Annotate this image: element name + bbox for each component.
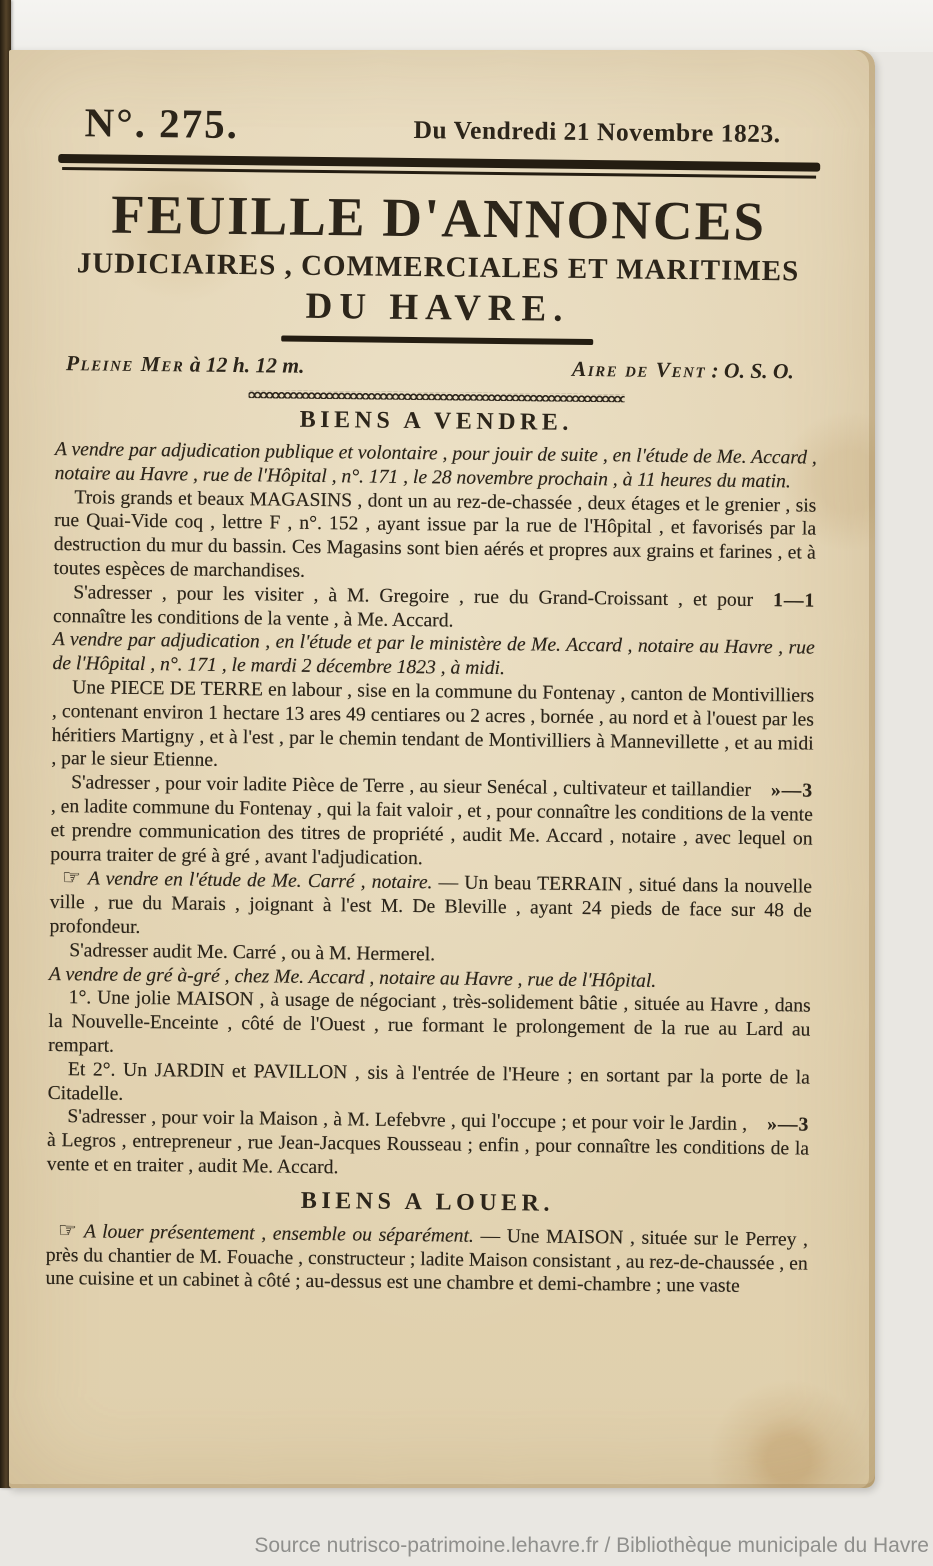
source-attribution: Source nutrisco-patrimoine.lehavre.fr / Bibliothèque municipale du Havre	[254, 1534, 929, 1557]
paragraph-text: S'adresser , pour les visiter , à M. Gregoire , rue du Grand-Croissant , et pour connaître les conditions de la vente , à Me. Accard.	[52, 581, 754, 632]
masthead-place: DU HAVRE.	[305, 285, 570, 330]
wavy-ornament-rule	[249, 390, 625, 402]
ad-paragraph	[53, 581, 815, 637]
ad-paragraph	[55, 438, 817, 494]
issue-header	[58, 92, 821, 155]
header-rule	[58, 154, 820, 179]
ad-paragraph	[53, 486, 816, 590]
paragraph-lead-italic: A louer présentement , ensemble ou séparément.	[83, 1221, 474, 1247]
tide-value: à 12 h. 12 m.	[189, 352, 305, 378]
ad-paragraph	[48, 1058, 810, 1114]
manicule-icon: ☞	[57, 1217, 78, 1242]
paragraph-text: 1°. Une jolie MAISON , à usage de négociant , très-solidement bâtie , située au Havre , dans la Nouvelle-Enceinte , côté de l'Ouest , rue formant le prolongement de la rue au Lard au rempart.	[48, 987, 811, 1057]
ad-paragraph	[51, 676, 814, 780]
paragraph-text: S'adresser , pour voir ladite Pièce de Terre , au sieur Senécal , cultivateur et taillandier , en ladite commune du Fontenay , qui la fait valoir , et , pour connaître les conditions de la vente et prendre communication des titres de propriété , audit Me. Accard , notaire , avec lequel on pourra traiter de gré à gré , avant l'adjudication.	[50, 772, 813, 869]
newspaper-page	[9, 50, 875, 1488]
issue-number: N°. 275.	[84, 99, 240, 148]
wind-info	[572, 357, 794, 385]
printed-area	[45, 92, 821, 1300]
ad-paragraph	[47, 1105, 810, 1185]
paragraph-text: A vendre par adjudication publique et volontaire , pour jouir de suite , en l'étude de Me. Accard , notaire au Havre , rue de l'Hôpital , n°. 171 , le 28 novembre prochain , à 11 heures du matin.	[54, 438, 818, 493]
ad-paragraph	[45, 1219, 808, 1300]
manicule-icon: ☞	[61, 865, 82, 890]
section-heading: BIENS A VENDRE.	[299, 406, 573, 436]
paragraph-text: A vendre de gré à-gré , chez Me. Accard , notaire au Havre , rue de l'Hôpital.	[48, 963, 657, 992]
ad-paragraph	[48, 986, 811, 1066]
section-heading: BIENS A LOUER.	[300, 1187, 555, 1217]
ad-paragraph	[52, 628, 814, 684]
paragraph-text: Trois grands et beaux MAGASINS , dont un au rez-de-chassée , deux étages et le grenier , sis rue Quai-Vide coq , lettre F , n°. 152 , ayant issue par la rue de l'Hôpital , et favorisés par la destruction du mur du bassin. Ces Magasins sont bien aérés et propres aux grains et farines , et à toutes espèces de marchandises.	[53, 486, 817, 582]
ads-body	[45, 404, 817, 1300]
ad-paragraph	[49, 866, 812, 947]
conditions-row	[56, 351, 818, 385]
ad-paragraph	[50, 771, 813, 875]
paragraph-text: S'adresser , pour voir la Maison , à M. Lefebvre , qui l'occupe ; et pour voir le Jardin , à Legros , entrepreneur , rue Jean-Jacques Rousseau ; enfin , pour connaître les conditions de la vente et en traiter , audit Me. Accard.	[46, 1106, 810, 1179]
paragraph-text: A vendre par adjudication , en l'étude et par le ministère de Me. Accard , notaire au Havre , rue de l'Hôpital , n°. 171 , le mardi 2 décembre 1823 , à midi.	[52, 629, 815, 680]
paragraph-text: Une PIECE DE TERRE en labour , sise en la commune du Fontenay , canton de Montivilliers , contenant environ 1 hectare 13 ares 49 centiares ou 2 acres , bornée , au nord et à l'ouest par les héritiers Martigny , et à l'est , par le chemin tendant de Montivilliers à Mannevillette , et au midi , par le sieur Etienne.	[51, 677, 815, 772]
insertion-count-mark: »—3	[770, 780, 814, 802]
masthead-subtitle: JUDICIAIRES , COMMERCIALES ET MARITIMES	[76, 247, 800, 288]
tide-label: Pleine Mer	[65, 351, 185, 377]
issue-date: Du Vendredi 21 Novembre 1823.	[413, 115, 781, 149]
wind-label: Aire de Vent	[571, 356, 707, 383]
insertion-count-mark: 1—1	[772, 589, 816, 612]
insertion-count-mark: »—3	[767, 1114, 810, 1136]
masthead-rule	[281, 336, 593, 346]
tide-info	[66, 351, 305, 379]
underlying-page-edge	[0, 0, 933, 52]
paragraph-text: — Une MAISON , située sur le Perrey , près du chantier de M. Fouache , constructeur ; ladite Maison consistant , au rez-de-chaussée , en une cuisine et un cabinet à côté ; au-dessus est une chambre et demi-chambre ; une vaste	[45, 1225, 809, 1298]
paragraph-text: S'adresser audit Me. Carré , ou à M. Hermerel.	[69, 939, 436, 966]
masthead-title: FEUILLE D'ANNONCES	[110, 183, 767, 253]
wind-value: : O. S. O.	[711, 358, 795, 384]
paragraph-text: — Un beau TERRAIN , situé dans la nouvelle ville , rue du Marais , joignant à l'est M. De Bleville , ayant 24 pieds de face sur 48 de profondeur.	[49, 872, 813, 938]
paragraph-lead-italic: A vendre en l'étude de Me. Carré , notaire.	[87, 868, 433, 894]
paragraph-text: Et 2°. Un JARDIN et PAVILLON , sis à l'entrée de l'Heure ; en sortant par la porte de la Citadelle.	[47, 1058, 810, 1105]
